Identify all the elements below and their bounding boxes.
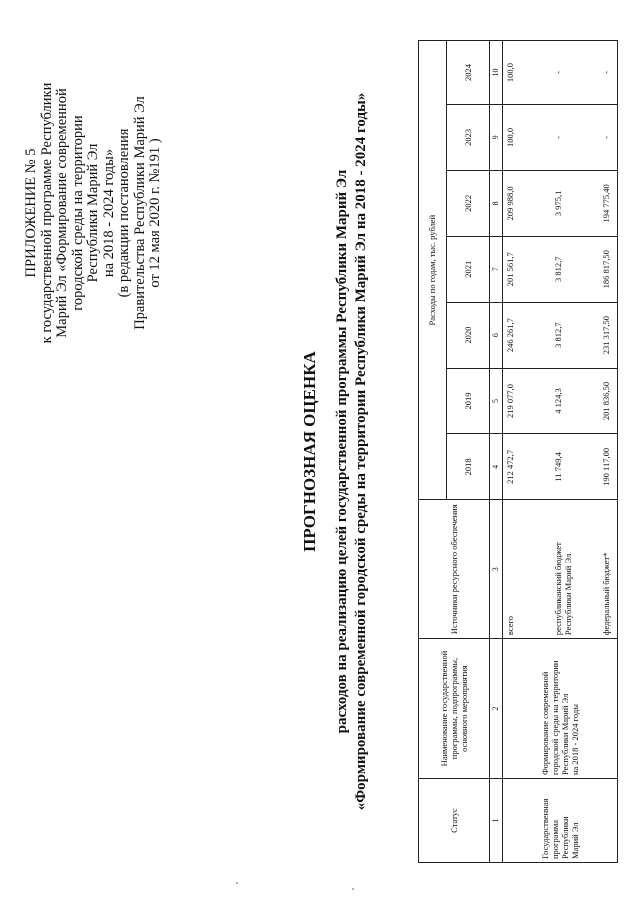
value-cell: 100,0 xyxy=(505,62,515,83)
value-cell: - xyxy=(553,71,563,74)
value-cell: 201 561,7 xyxy=(505,252,515,287)
value-cell: 3 812,7 xyxy=(553,322,563,348)
value-cell: - xyxy=(601,71,611,74)
appendix-note xyxy=(24,63,164,363)
appendix-line: к государственной программе Республики xyxy=(38,82,55,344)
column-number-row xyxy=(490,41,503,863)
value-cell: - xyxy=(601,136,611,139)
header-row xyxy=(419,41,447,863)
value-cell: 186 817,50 xyxy=(601,250,611,289)
year-cell-2023 xyxy=(503,104,618,170)
year-cell-2022 xyxy=(503,170,618,236)
year-cell-2024 xyxy=(503,41,618,105)
document-subtitle: расходов на реализацию целей государственной программы Республики Марий Эл xyxy=(334,169,350,734)
value-cell: 11 749,4 xyxy=(553,452,563,482)
row-sources xyxy=(503,500,618,639)
column-number: 4 xyxy=(490,434,503,500)
column-number: 2 xyxy=(490,639,503,779)
row-name xyxy=(503,639,618,779)
header-name: Наименование государственной программы, подпрограммы, основного мероприятия xyxy=(419,639,490,779)
value-cell: - xyxy=(553,136,563,139)
appendix-line: ПРИЛОЖЕНИЕ № 5 xyxy=(23,148,39,278)
column-number: 8 xyxy=(490,170,503,236)
value-cell: 201 836,50 xyxy=(601,381,611,421)
source-regional: республиканский бюджет Республики Марий Эл xyxy=(553,542,573,636)
appendix-line: от 12 мая 2020 г. №191 ) xyxy=(147,138,163,288)
table-row xyxy=(503,41,618,863)
appendix-line: Марий Эл «Формирование современной xyxy=(54,88,70,338)
document-subtitle-program: «Формирование современной городской среды на территории Республики Марий Эл на 2018 - 2024 годы» xyxy=(353,92,369,811)
name-line: Формирование современной xyxy=(540,671,550,776)
appendix-line: Республики Марий Эл xyxy=(85,143,101,283)
column-number: 1 xyxy=(490,779,503,863)
value-cell: 246 261,7 xyxy=(505,318,515,353)
value-cell: 4 124,3 xyxy=(553,388,563,414)
appendix-line: городской среды на территории xyxy=(69,115,86,311)
column-number: 7 xyxy=(490,236,503,302)
header-year: 2020 xyxy=(446,302,489,368)
header-year: 2023 xyxy=(446,104,489,170)
row-status xyxy=(503,779,618,863)
appendix-line: Правительства Республики Марий Эл xyxy=(131,96,148,330)
header-year: 2021 xyxy=(446,236,489,302)
header-source: Источники ресурсного обеспечения xyxy=(419,500,490,639)
status-line: Марий Эл xyxy=(570,822,580,859)
header-year: 2024 xyxy=(446,41,489,105)
status-line: Республики xyxy=(560,816,570,859)
column-number: 3 xyxy=(490,500,503,639)
source-federal: федеральный бюджет* xyxy=(601,552,611,636)
scan-speck xyxy=(352,888,354,890)
header-year: 2019 xyxy=(446,368,489,434)
year-cell-2018 xyxy=(503,434,618,500)
value-cell: 3 975,1 xyxy=(553,190,563,217)
name-line: городской среды на территории xyxy=(550,660,560,776)
value-cell: 209 988,0 xyxy=(505,186,515,221)
status-line: Государственная xyxy=(540,798,550,859)
header-year: 2018 xyxy=(446,434,489,500)
header-years-group: Расходы по годам, тыс. рублей xyxy=(419,41,447,500)
column-number: 6 xyxy=(490,302,503,368)
column-number: 10 xyxy=(490,41,503,105)
year-cell-2019 xyxy=(503,368,618,434)
document-title: ПРОГНОЗНАЯ ОЦЕНКА xyxy=(300,351,319,552)
name-line: на 2018 - 2024 годы xyxy=(570,704,580,776)
appendix-line: (в редакции постановления xyxy=(116,128,132,298)
scan-speck xyxy=(236,882,238,884)
forecast-table xyxy=(418,40,618,863)
name-line: Республики Марий Эл xyxy=(560,693,570,776)
value-cell: 190 117,00 xyxy=(601,447,611,486)
status-line: программа xyxy=(550,819,560,859)
value-cell: 231 317,50 xyxy=(601,315,611,355)
value-cell: 219 077,0 xyxy=(505,383,515,418)
year-cell-2021 xyxy=(503,236,618,302)
column-number: 5 xyxy=(490,368,503,434)
value-cell: 194 775,40 xyxy=(601,184,611,223)
source-total: всего xyxy=(505,615,515,636)
column-number: 9 xyxy=(490,104,503,170)
value-cell: 100,0 xyxy=(505,127,515,147)
value-cell: 212 472,7 xyxy=(505,449,515,484)
appendix-line: на 2018 - 2024 годы» xyxy=(100,148,117,278)
value-cell: 3 812,7 xyxy=(553,256,563,282)
header-year: 2022 xyxy=(446,170,489,236)
year-cell-2020 xyxy=(503,302,618,368)
header-status: Статус xyxy=(419,779,490,863)
